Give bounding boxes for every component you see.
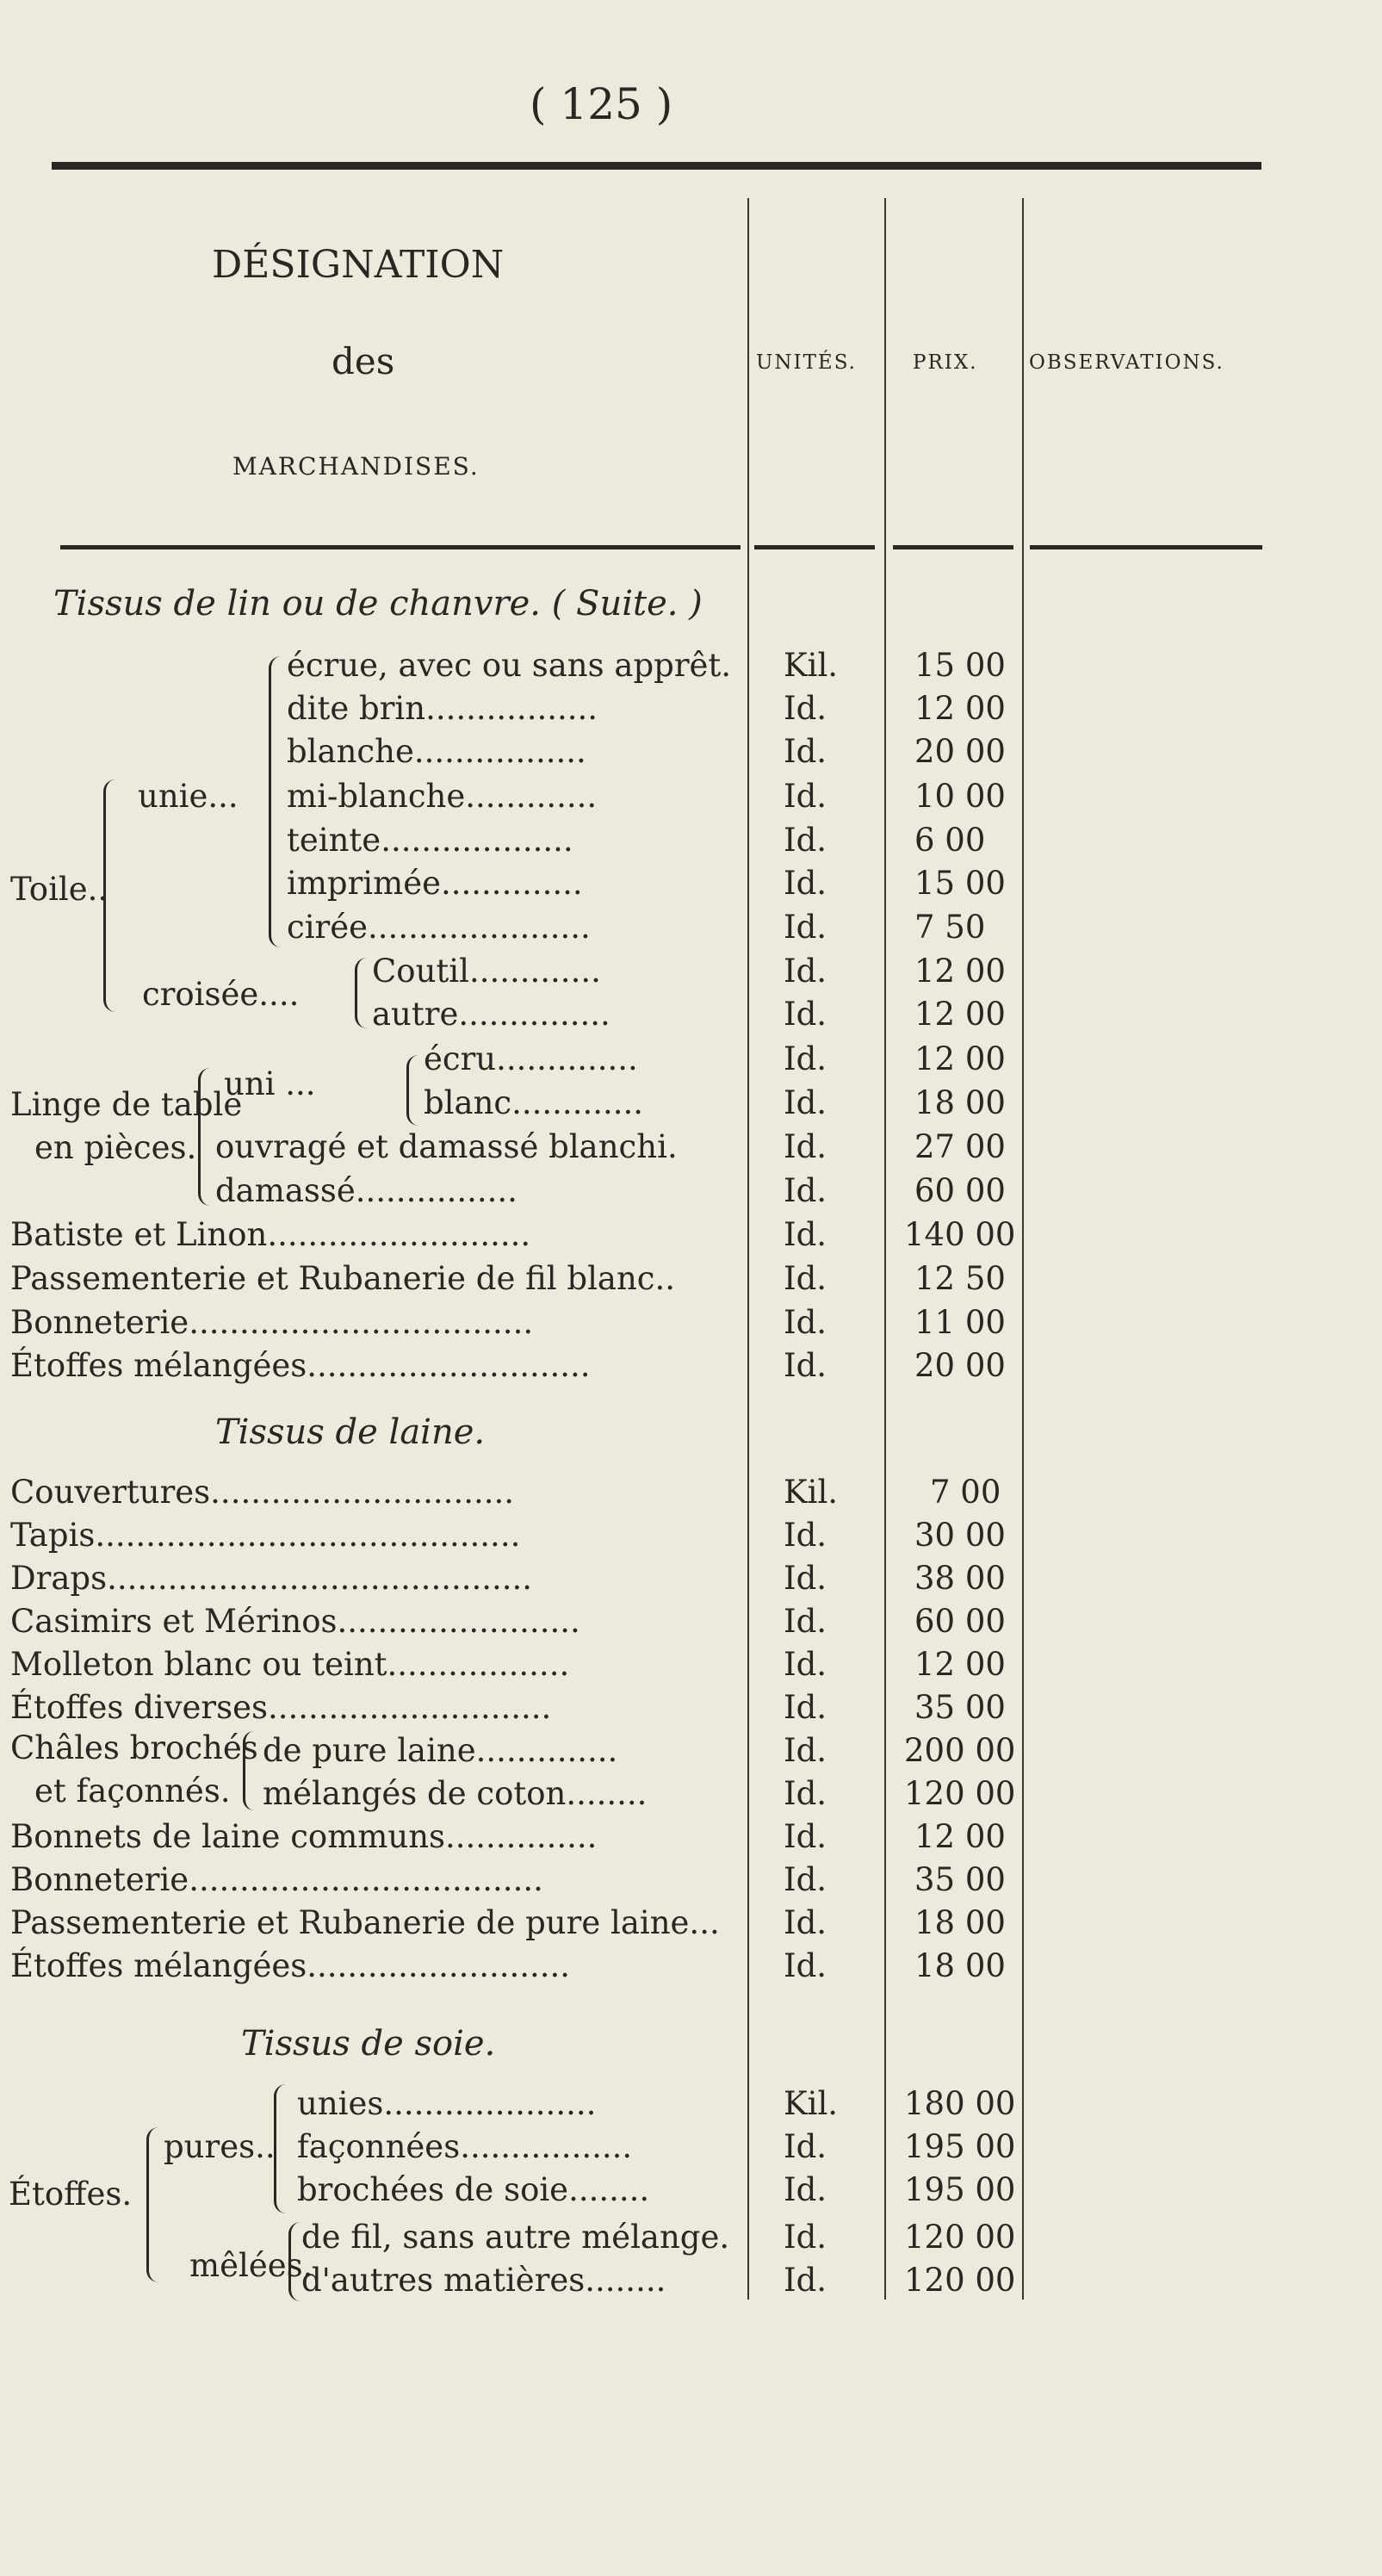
row-label: Bonnets de laine communs...............: [10, 1818, 598, 1855]
row-label: écrue, avec ou sans apprêt.: [287, 647, 732, 684]
row-label: blanc.............: [424, 1084, 644, 1121]
group-linge: Linge de table: [10, 1086, 243, 1123]
brace: [146, 2127, 161, 2282]
row-price: 6 00: [914, 822, 986, 859]
group-linge-en-pieces: en pièces.: [34, 1129, 197, 1166]
row-label: blanche.................: [287, 733, 586, 770]
row-price: 195 00: [904, 2171, 1016, 2208]
row-label: unies.....................: [297, 2085, 597, 2122]
row-label: mi-blanche.............: [287, 778, 598, 815]
group-melees: mêlées.: [189, 2247, 313, 2284]
row-unit: Id.: [784, 690, 827, 727]
row-unit: Id.: [784, 1517, 827, 1554]
row-unit: Id.: [784, 2128, 827, 2165]
row-price: 35 00: [914, 1689, 1006, 1726]
row-unit: Id.: [784, 2171, 827, 2208]
row-price: 35 00: [914, 1861, 1006, 1898]
row-label: Bonneterie..................................: [10, 1304, 534, 1341]
row-unit: Kil.: [784, 647, 839, 684]
brace: [274, 2084, 288, 2213]
row-label: écru..............: [424, 1040, 638, 1077]
row-label: Batiste et Linon..........................: [10, 1216, 531, 1253]
row-label: Coutil.............: [372, 953, 601, 990]
row-price: 120 00: [904, 2262, 1016, 2299]
row-label: damassé................: [215, 1172, 517, 1209]
row-price: 12 00: [914, 953, 1006, 990]
row-price: 180 00: [904, 2085, 1016, 2122]
row-price: 27 00: [914, 1128, 1006, 1165]
row-label: Bonneterie...................................: [10, 1861, 543, 1898]
row-unit: Id.: [784, 1260, 827, 1297]
row-price: 140 00: [904, 1216, 1016, 1253]
row-label: Molleton blanc ou teint..................: [10, 1646, 570, 1683]
row-price: 120 00: [904, 1775, 1016, 1812]
group-croisee: croisée....: [142, 976, 300, 1013]
row-unit: Id.: [784, 1040, 827, 1077]
header-designation: DÉSIGNATION: [212, 243, 505, 287]
row-unit: Id.: [784, 865, 827, 902]
row-price: 200 00: [904, 1732, 1016, 1769]
row-label: Casimirs et Mérinos........................: [10, 1603, 580, 1640]
brace: [243, 1731, 254, 1810]
section-title-soie: Tissus de soie.: [241, 2024, 496, 2064]
brace: [288, 2222, 301, 2301]
row-unit: Id.: [784, 1732, 827, 1769]
row-price: 7 00: [930, 1474, 1001, 1511]
row-price: 195 00: [904, 2128, 1016, 2165]
row-price: 60 00: [914, 1172, 1006, 1209]
row-unit: Kil.: [784, 1474, 839, 1511]
brace: [103, 779, 118, 1012]
header-marchandises: MARCHANDISES.: [232, 452, 480, 481]
header-des: des: [332, 340, 395, 382]
row-unit: Id.: [784, 1304, 827, 1341]
row-price: 7 50: [914, 909, 986, 946]
group-toile: Toile..: [10, 871, 108, 908]
row-label: teinte...................: [287, 822, 573, 859]
page-number: ( 125 ): [530, 79, 673, 129]
row-unit: Id.: [784, 778, 827, 815]
row-label: mélangés de coton........: [263, 1775, 648, 1812]
row-price: 12 00: [914, 1818, 1006, 1855]
row-label: de fil, sans autre mélange.: [301, 2219, 730, 2256]
row-price: 15 00: [914, 647, 1006, 684]
row-price: 12 00: [914, 1040, 1006, 1077]
row-unit: Id.: [784, 733, 827, 770]
row-unit: Id.: [784, 1818, 827, 1855]
row-label: Draps..........................................: [10, 1560, 533, 1597]
row-label: de pure laine..............: [263, 1732, 618, 1769]
row-label: brochées de soie........: [297, 2171, 650, 2208]
row-label: Étoffes mélangées............................: [10, 1347, 591, 1384]
column-divider: [1022, 198, 1024, 2300]
row-label: cirée......................: [287, 909, 591, 946]
row-unit: Id.: [784, 1646, 827, 1683]
row-unit: Id.: [784, 1947, 827, 1984]
row-unit: Id.: [784, 1689, 827, 1726]
row-price: 60 00: [914, 1603, 1006, 1640]
row-unit: Id.: [784, 1861, 827, 1898]
row-label: Passementerie et Rubanerie de fil blanc..: [10, 1260, 676, 1297]
row-unit: Id.: [784, 1172, 827, 1209]
header-rule: [893, 545, 1013, 549]
row-price: 18 00: [914, 1904, 1006, 1941]
row-unit: Id.: [784, 1128, 827, 1165]
row-price: 20 00: [914, 733, 1006, 770]
row-unit: Id.: [784, 953, 827, 990]
brace: [198, 1068, 213, 1206]
row-price: 12 00: [914, 996, 1006, 1033]
header-rule: [60, 545, 741, 549]
row-unit: Id.: [784, 909, 827, 946]
row-label: Étoffes diverses............................: [10, 1689, 552, 1726]
row-unit: Id.: [784, 1216, 827, 1253]
brace: [269, 656, 283, 947]
column-divider: [747, 198, 749, 2300]
group-unie: unie...: [138, 778, 239, 815]
row-unit: Id.: [784, 1904, 827, 1941]
row-price: 15 00: [914, 865, 1006, 902]
row-price: 12 00: [914, 1646, 1006, 1683]
row-unit: Id.: [784, 1347, 827, 1384]
section-title-lin: Tissus de lin ou de chanvre. ( Suite. ): [53, 584, 703, 624]
row-label: Passementerie et Rubanerie de pure laine...: [10, 1904, 720, 1941]
row-price: 30 00: [914, 1517, 1006, 1554]
group-uni: uni ...: [224, 1065, 316, 1102]
group-pures: pures..: [164, 2128, 276, 2165]
row-label: Couvertures..............................: [10, 1474, 515, 1511]
header-prix: PRIX.: [913, 351, 978, 374]
group-etoffes: Étoffes.: [9, 2176, 133, 2213]
top-rule: [52, 162, 1261, 170]
row-price: 20 00: [914, 1347, 1006, 1384]
row-price: 18 00: [914, 1084, 1006, 1121]
row-label: ouvragé et damassé blanchi.: [215, 1128, 678, 1165]
section-title-laine: Tissus de laine.: [215, 1412, 486, 1452]
row-unit: Id.: [784, 996, 827, 1033]
row-price: 11 00: [914, 1304, 1006, 1341]
row-label: Étoffes mélangées..........................: [10, 1947, 571, 1984]
row-price: 38 00: [914, 1560, 1006, 1597]
row-unit: Id.: [784, 2219, 827, 2256]
header-observations: OBSERVATIONS.: [1029, 351, 1224, 374]
row-label: Tapis..........................................: [10, 1517, 521, 1554]
row-unit: Id.: [784, 1603, 827, 1640]
row-price: 120 00: [904, 2219, 1016, 2256]
group-chales-faconnes: et façonnés.: [34, 1772, 231, 1809]
row-label: d'autres matières........: [301, 2262, 666, 2299]
column-divider: [884, 198, 886, 2300]
row-price: 18 00: [914, 1947, 1006, 1984]
row-label: autre...............: [372, 996, 610, 1033]
header-rule: [754, 545, 875, 549]
row-price: 12 00: [914, 690, 1006, 727]
header-rule: [1030, 545, 1262, 549]
brace: [355, 958, 368, 1028]
row-unit: Id.: [784, 1084, 827, 1121]
row-unit: Id.: [784, 1560, 827, 1597]
row-unit: Kil.: [784, 2085, 839, 2122]
brace: [406, 1055, 419, 1126]
group-chales: Châles brochés: [10, 1729, 258, 1766]
row-unit: Id.: [784, 2262, 827, 2299]
header-unites: UNITÉS.: [756, 351, 857, 374]
row-price: 10 00: [914, 778, 1006, 815]
row-unit: Id.: [784, 1775, 827, 1812]
row-unit: Id.: [784, 822, 827, 859]
row-price: 12 50: [914, 1260, 1006, 1297]
row-label: façonnées.................: [297, 2128, 633, 2165]
row-label: dite brin.................: [287, 690, 598, 727]
row-label: imprimée..............: [287, 865, 583, 902]
